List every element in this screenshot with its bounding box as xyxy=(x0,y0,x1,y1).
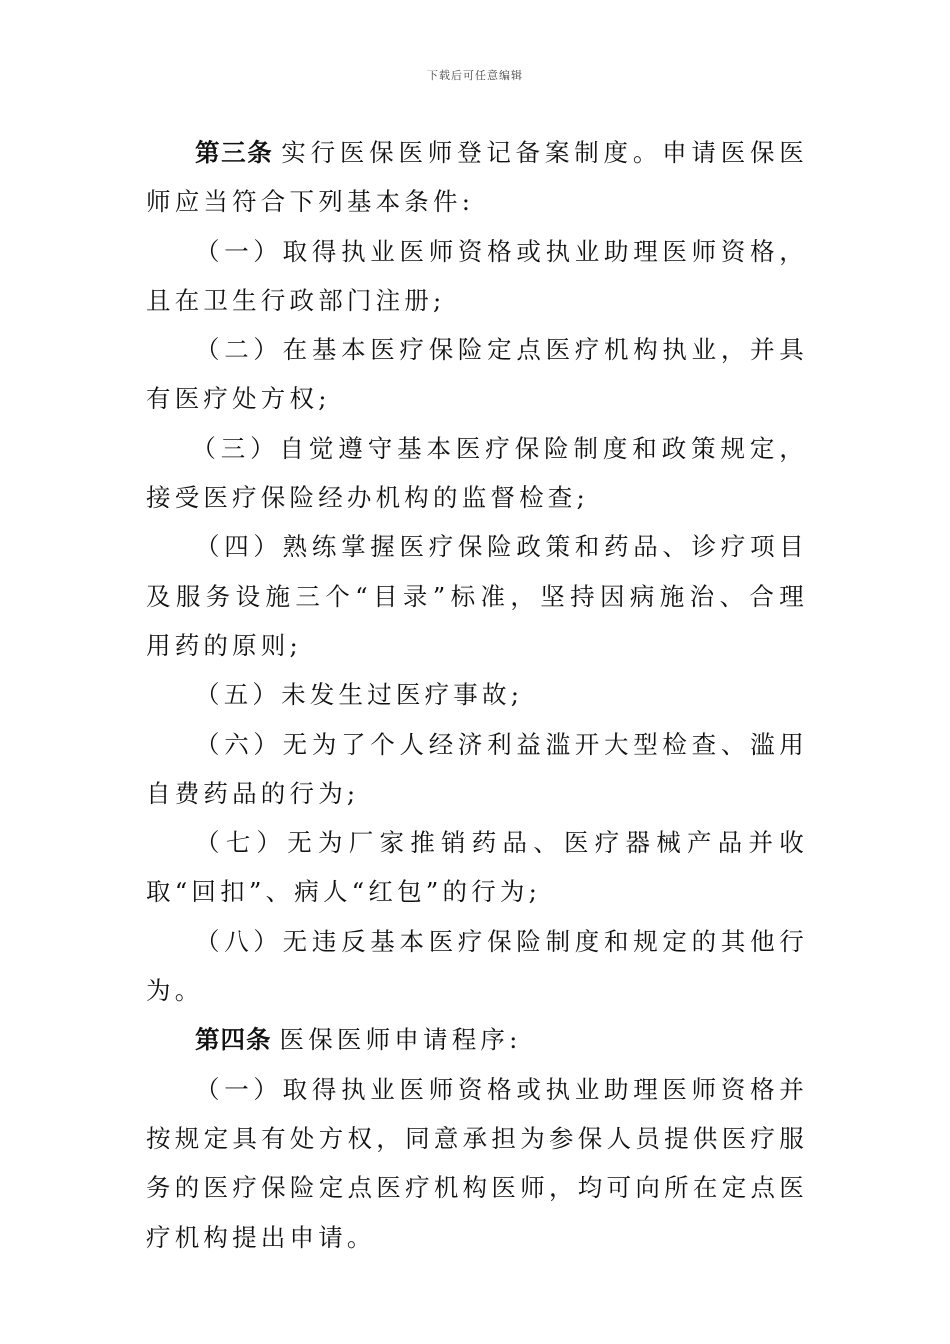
article-3-paragraph xyxy=(146,128,808,227)
article-3-title: 第三条 xyxy=(195,138,274,167)
article-3-item-5: （五）未发生过医疗事故; xyxy=(195,680,524,710)
article-3-item-8: （八）无违反基本医疗保险制度和规定的其他行为。 xyxy=(146,926,808,1006)
article-3-item-4: （四）熟练掌握医疗保险政策和药品、诊疗项目及服务设施三个“目录”标准，坚持因病施治、合理用药的原则; xyxy=(146,532,808,660)
document-body xyxy=(146,128,808,1262)
article-3-item-6: （六）无为了个人经济利益滥开大型检查、滥用自费药品的行为; xyxy=(146,729,808,808)
article-3-intro: 实行医保医师登记备案制度。申请医保医师应当符合下列基本条件: xyxy=(146,138,809,217)
article-3-item-2: （二）在基本医疗保险定点医疗机构执业，并具有医疗处方权; xyxy=(146,335,808,414)
article-4-item-1: （一）取得执业医师资格或执业助理医师资格并按规定具有处方权，同意承担为参保人员提供医疗服务的医疗保险定点医疗机构医师，均可向所在定点医疗机构提出申请。 xyxy=(146,1074,808,1252)
article-4-title: 第四条 xyxy=(195,1025,272,1055)
article-4-paragraph xyxy=(146,1015,808,1064)
article-3-item-3: （三）自觉遵守基本医疗保险制度和政策规定，接受医疗保险经办机构的监督检查; xyxy=(146,433,808,513)
article-4-intro: 医保医师申请程序: xyxy=(279,1025,522,1055)
article-3-item-1: （一）取得执业医师资格或执业助理医师资格，且在卫生行政部门注册; xyxy=(146,236,808,315)
article-3-item-7: （七）无为厂家推销药品、医疗器械产品并收取“回扣”、病人“红包”的行为; xyxy=(146,828,808,907)
page-header: 下载后可任意编辑 xyxy=(427,69,523,82)
